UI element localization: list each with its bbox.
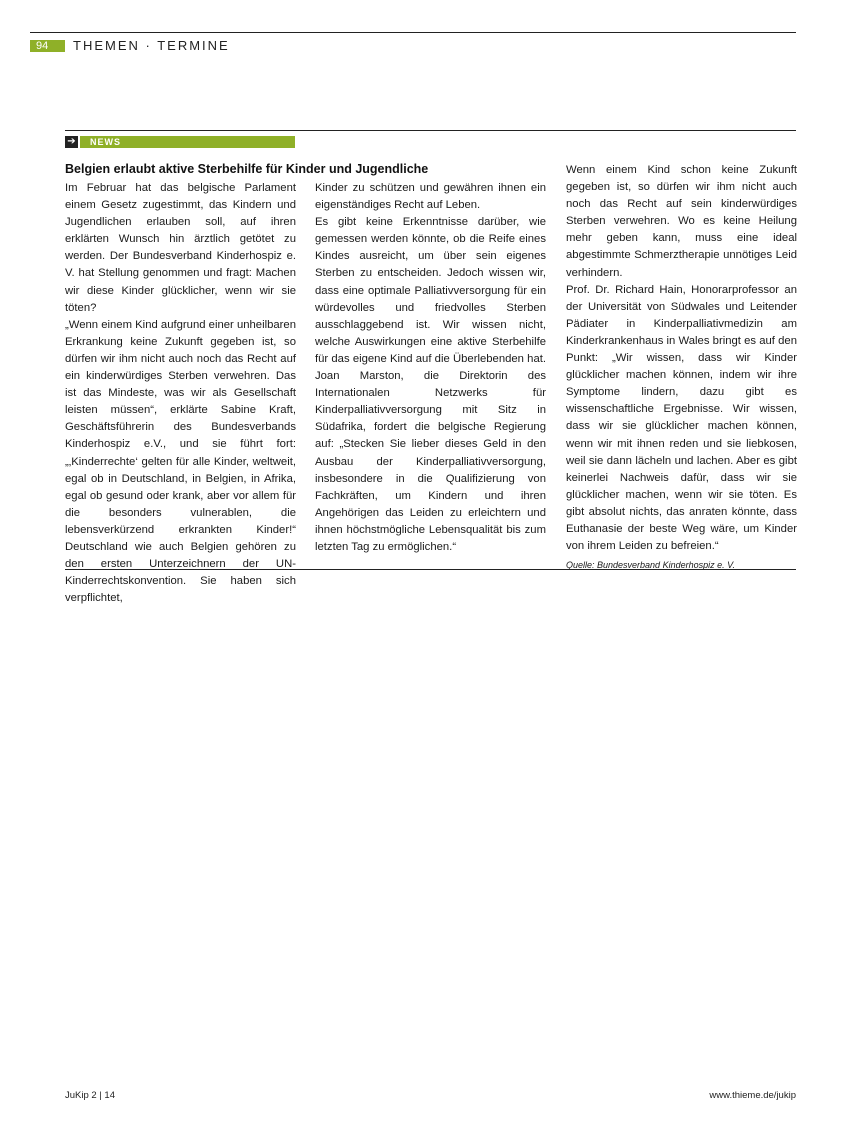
paragraph: Wenn einem Kind schon keine Zukunft gegeben ist, so dürfen wir ihm nicht auch noch das Recht auf sein kinderwürdiges Sterben verwehren. Wo es keine Heilung mehr geben kann, muss eine ideal abgestimmte Schmerztherapie unnötiges Leid verhindern. — [566, 164, 797, 279]
footer-issue: JuKip 2 | 14 — [65, 1090, 116, 1101]
news-label: NEWS — [80, 136, 295, 148]
news-bottom-rule — [65, 569, 796, 570]
header-rule — [30, 32, 796, 33]
page-number: 94 — [30, 40, 65, 52]
news-top-rule — [65, 130, 796, 131]
paragraph: „Wenn einem Kind aufgrund einer unheilbaren Erkrankung keine Zukunft gegeben ist, so dürfen wir ihm nicht auch noch das Recht auf ein kinderwürdiges Sterben verwehren. Das ist das Mindeste, was wir als Gesellschaft leisten müssen“, erklärte Sabine Kraft, Geschäftsführerin des Bundesverbands Kinderhospiz e.V., und sie führt fort: „‚Kinderrechte‘ gelten für alle Kinder, weltweit, egal ob in Deutschland, in Belgien, in Afrika, egal ob gesund oder krank, aber vor allem für die besonders vulnerablen, die lebensverkürzend erkrankten Kinder!“ Deutschland wie auch Belgien gehören zu den ersten Unterzeichnern der UN-Kinderrechtskonvention. Sie haben sich verpflichtet, — [65, 318, 296, 605]
footer-url: www.thieme.de/jukip — [709, 1090, 796, 1101]
paragraph: Im Februar hat das belgische Parlament einem Gesetz zugestimmt, das Kindern und Jugendlichen erlauben soll, auf ihren erklärten Wunsch hin ärztlich getötet zu werden. Der Bundesverband Kinderhospiz e. V. hat Stellung genommen und fragt: Machen wir diese Kinder glücklicher, wenn wir sie töten? — [65, 182, 296, 314]
paragraph: Prof. Dr. Richard Hain, Honorarprofessor an der Universität von Südwales und Leitender Pädiater in Kinderpalliativmedizin am Kinderkrankenhaus in Wales bringt es auf den Punkt: „Wir wissen, dass wir Kinder glücklicher machen können, indem wir ihre Symptome lindern, dazu gibt es wissenschaftliche Ergebnisse. Wir wissen, dass wir sie glücklicher machen können, wenn wir mit ihnen reden und sie liebkosen, weil sie dann lächeln und lachen. Aber es gibt keinerlei Nachweis dafür, dass wir sie glücklicher machen, wenn wir sie töten. Es gibt absolut nichts, das anraten könnte, dass Euthanasie der beste Weg wäre, um Kinder von ihrem Leiden zu befreien.“ — [566, 283, 797, 553]
paragraph: Kinder zu schützen und gewähren ihnen ein eigenständiges Recht auf Leben. — [315, 182, 546, 212]
article-column-2 — [315, 180, 546, 556]
arrow-right-icon: ➔ — [65, 136, 78, 148]
paragraph: Es gibt keine Erkenntnisse darüber, wie gemessen werden könnte, ob die Reife eines Kindes ausreicht, um über sein eigenes Sterben zu entscheiden. Jedoch wissen wir, dass eine optimale Palliativversorgung für ein würdevolles und friedvolles Sterben ausschlaggebend ist. Wir wissen nicht, welche Auswirkungen eine aktive Sterbehilfe für das eigene Kind auf die Überlebenden hat. Joan Marston, die Direktorin des Internationalen Netzwerks für Kinderpalliativversorgung mit Sitz in Südafrika, fordert die belgische Regierung auf: „Stecken Sie lieber dieses Geld in den Ausbau der Kinderpalliativversorgung, insbesondere in die Qualifizierung von Fachkräften, um Kindern und ihren Angehörigen das Leiden zu erleichtern und ihnen höchstmögliche Lebensqualität bis zum letzten Tag zu ermöglichen.“ — [315, 216, 546, 553]
article-column-1 — [65, 180, 296, 607]
source-note: Quelle: Bundesverband Kinderhospiz e. V. — [566, 560, 735, 571]
article-headline: Belgien erlaubt aktive Sterbehilfe für Kinder und Jugendliche — [65, 162, 429, 176]
news-category-bar — [65, 136, 295, 148]
article-column-3 — [566, 162, 797, 574]
section-title: THEMEN · TERMINE — [73, 38, 230, 53]
